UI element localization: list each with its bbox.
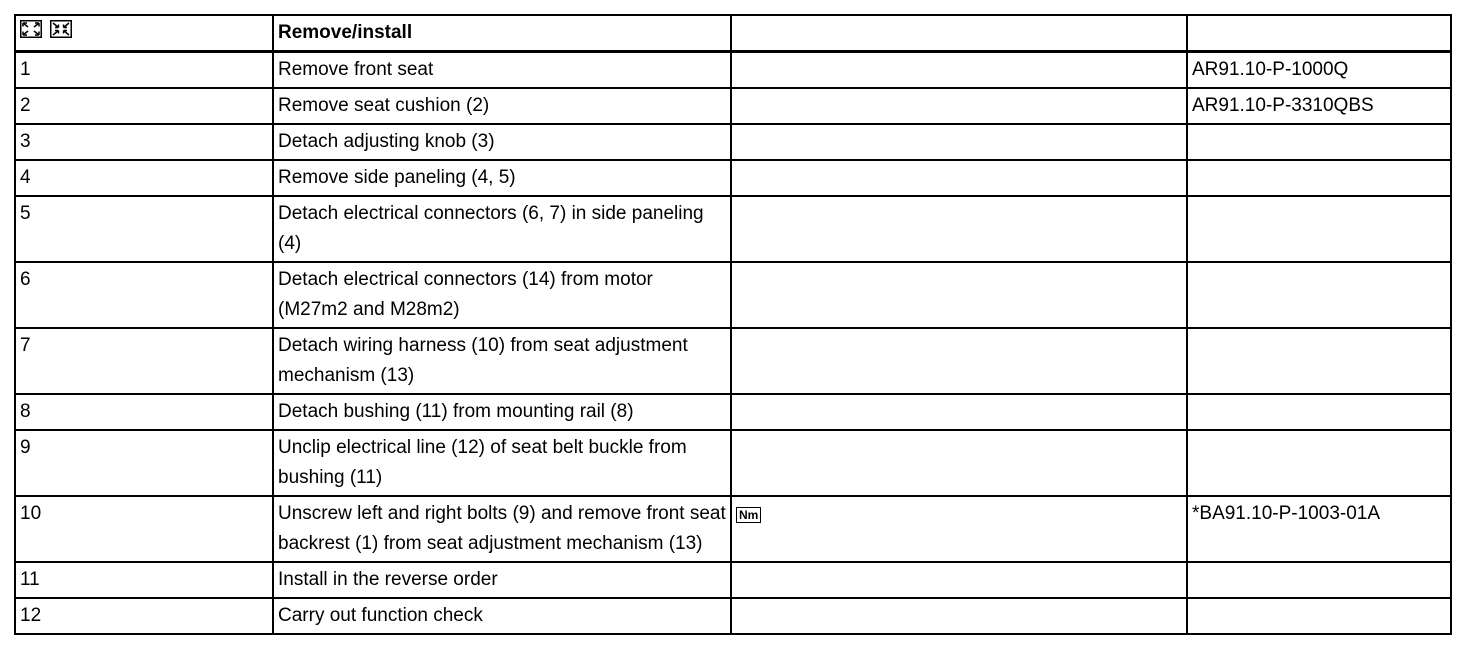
- table-row: [15, 598, 1451, 634]
- header-icons-cell: [15, 15, 273, 52]
- step-notes-cell: [731, 124, 1187, 160]
- table-row: [15, 562, 1451, 598]
- step-reference-link: [1187, 328, 1451, 394]
- step-reference-link: [1187, 124, 1451, 160]
- header-title: Remove/install: [273, 15, 731, 52]
- table-row: [15, 430, 1451, 496]
- step-number: 10: [15, 496, 273, 562]
- step-description: Unscrew left and right bolts (9) and remove front seat backrest (1) from seat adjustment mechanism (13): [273, 496, 731, 562]
- expand-arrows-icon[interactable]: [20, 20, 42, 38]
- step-number: 4: [15, 160, 273, 196]
- step-notes-cell: [731, 88, 1187, 124]
- step-number: 8: [15, 394, 273, 430]
- header-empty-cell: [1187, 15, 1451, 52]
- step-description: Unclip electrical line (12) of seat belt buckle from bushing (11): [273, 430, 731, 496]
- step-description: Detach electrical connectors (14) from motor (M27m2 and M28m2): [273, 262, 731, 328]
- step-description: Remove front seat: [273, 52, 731, 89]
- step-notes-cell: [731, 496, 1187, 562]
- step-number: 7: [15, 328, 273, 394]
- step-notes-cell: [731, 394, 1187, 430]
- step-number: 12: [15, 598, 273, 634]
- table-row: [15, 262, 1451, 328]
- step-description: Detach bushing (11) from mounting rail (8): [273, 394, 731, 430]
- step-description: Install in the reverse order: [273, 562, 731, 598]
- step-number: 1: [15, 52, 273, 89]
- step-notes-cell: [731, 52, 1187, 89]
- header-empty-cell: [731, 15, 1187, 52]
- step-reference-link[interactable]: *BA91.10-P-1003-01A: [1187, 496, 1451, 562]
- step-notes-cell: [731, 328, 1187, 394]
- step-description: Detach wiring harness (10) from seat adjustment mechanism (13): [273, 328, 731, 394]
- step-number: 3: [15, 124, 273, 160]
- step-reference-link[interactable]: AR91.10-P-3310QBS: [1187, 88, 1451, 124]
- step-notes-cell: [731, 562, 1187, 598]
- step-number: 5: [15, 196, 273, 262]
- step-description: Carry out function check: [273, 598, 731, 634]
- table-row: [15, 52, 1451, 89]
- step-number: 9: [15, 430, 273, 496]
- step-reference-link: [1187, 598, 1451, 634]
- procedure-table: [14, 14, 1452, 635]
- step-reference-link[interactable]: AR91.10-P-1000Q: [1187, 52, 1451, 89]
- step-reference-link: [1187, 430, 1451, 496]
- step-reference-link: [1187, 394, 1451, 430]
- table-row: [15, 88, 1451, 124]
- step-notes-cell: [731, 160, 1187, 196]
- torque-nm-icon[interactable]: Nm: [736, 507, 761, 523]
- table-row: [15, 394, 1451, 430]
- step-reference-link: [1187, 262, 1451, 328]
- step-description: Detach electrical connectors (6, 7) in side paneling (4): [273, 196, 731, 262]
- table-row: [15, 496, 1451, 562]
- collapse-arrows-icon[interactable]: [50, 20, 72, 38]
- table-row: [15, 160, 1451, 196]
- step-description: Remove side paneling (4, 5): [273, 160, 731, 196]
- step-notes-cell: [731, 430, 1187, 496]
- step-notes-cell: [731, 196, 1187, 262]
- step-number: 2: [15, 88, 273, 124]
- step-notes-cell: [731, 262, 1187, 328]
- step-number: 6: [15, 262, 273, 328]
- step-reference-link: [1187, 160, 1451, 196]
- table-row: [15, 328, 1451, 394]
- step-description: Detach adjusting knob (3): [273, 124, 731, 160]
- step-notes-cell: [731, 598, 1187, 634]
- step-reference-link: [1187, 196, 1451, 262]
- header-row: [15, 15, 1451, 52]
- step-description: Remove seat cushion (2): [273, 88, 731, 124]
- step-reference-link: [1187, 562, 1451, 598]
- table-row: [15, 124, 1451, 160]
- table-row: [15, 196, 1451, 262]
- step-number: 11: [15, 562, 273, 598]
